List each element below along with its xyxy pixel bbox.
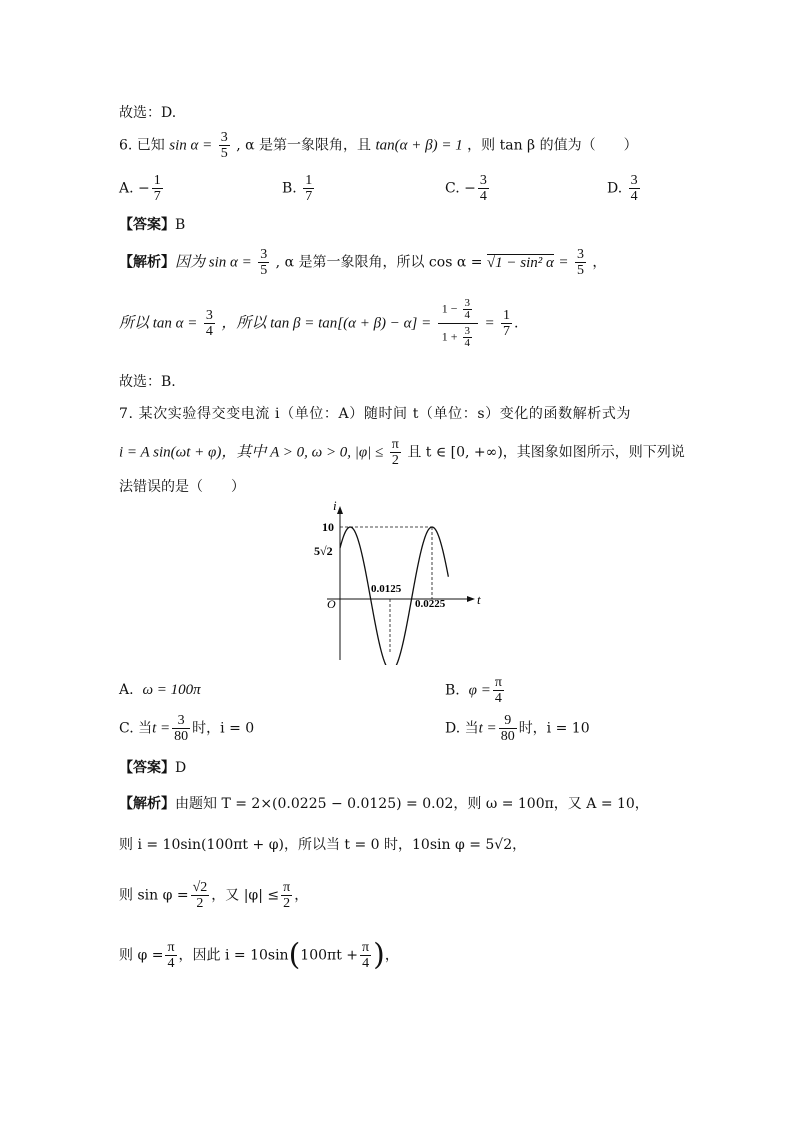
x-tick-2: 0.0225 [415,598,446,610]
sine-graph [305,500,495,665]
origin-label: O [327,597,336,611]
q7-option-a: A. ω = 100π [119,682,201,698]
q7-stem-line2: i = A sin(ωt + φ)，其中 A > 0, ω > 0, |φ| ≤ $\frac{\pi}{2}$ 且 t ∈ [0, +∞)，其图象如图所示，则下列说 [119,437,685,468]
y-axis-label: i [333,500,337,513]
y-axis-arrow [337,506,343,514]
q6-option-b: B. $\frac{1}{7}$ [282,173,313,204]
sqrt-expression: √1 − sin² α [486,254,554,271]
q6-stem-prefix: 6. 已知 [119,137,165,154]
q6-option-a: A. − $\frac{1}{7}$ [119,173,161,204]
q7-answer: 【答案】D [119,760,187,776]
q6-option-c: C. − $\frac{3}{4}$ [445,173,487,204]
answer-tag: 【答案】 [119,217,175,233]
q6-frac-3-5: $\frac{3}{5}$ [220,130,228,161]
analysis-tag: 【解析】 [119,254,175,271]
q6-analysis-1: 【解析】因为 sin α = $\frac{3}{5}$ , α 是第一象限角，所以 cos α = √1 − sin² α = $\frac{3}{5}$ ， [119,247,607,278]
q6-analysis-2: 所以 tan α = $\frac{3}{4}$ ，所以 tan β = tan[(α + β) − α] = 1 − $\frac{3}{4}$ 1 + $\frac{3}{4}$ = $\frac{1}{7}$ . [119,297,519,349]
y-max-label: 10 [322,520,334,534]
y-init-label: 5√2 [314,544,333,558]
q7-analysis-4: 则 φ = $\frac{\pi}{4}$ ，因此 i = 10sin(100πt + $\frac{\pi}{4}$ )， [119,937,399,973]
analysis-tag: 【解析】 [119,796,175,812]
q7-option-b: B. φ = $\frac{\pi}{4}$ [445,675,502,706]
q7-analysis-1: 【解析】由题知 T = 2×(0.0225 − 0.0125) = 0.02，则 ω = 100π，又 A = 10， [119,796,649,812]
q7-analysis-2: 则 i = 10sin(100πt + φ)，所以当 t = 0 时，10sin φ = 5√2， [119,837,527,853]
x-axis-label: t [477,592,481,607]
q6-stem-eq: tan(α + β) = 1 [375,137,463,154]
q6-stem-mid: , α 是第一象限角，且 [236,137,371,154]
x-tick-1: 0.0125 [371,583,402,595]
q5-conclusion: 故选：D. [119,105,177,121]
q6-stem [119,130,638,161]
q6-answer: 【答案】B [119,217,186,233]
x-axis-arrow [467,596,475,602]
answer-tag: 【答案】 [119,760,175,776]
q7-stem-line1: 7. 某次实验得交变电流 i（单位：A）随时间 t（单位：s）变化的函数解析式为 [119,406,632,422]
q7-option-d: D. 当t = $\frac{9}{80}$ 时，i = 10 [445,713,590,744]
q7-analysis-3: 则 sin φ = $\frac{√2}{2}$ ，又 |φ| ≤ $\frac{\pi}{2}$ ， [119,880,309,911]
q7-option-c: C. 当t = $\frac{3}{80}$ 时，i = 0 [119,713,255,744]
q7-stem-line3: 法错误的是（ ） [119,479,245,495]
compound-fraction: 1 − $\frac{3}{4}$ 1 + $\frac{3}{4}$ [438,296,478,351]
q6-stem-given: sin α = [169,137,213,154]
q6-option-d: D. $\frac{3}{4}$ [607,173,638,204]
q6-stem-end: ，则 tan β 的值为（ ） [467,137,638,154]
q6-conclusion: 故选：B. [119,374,176,390]
